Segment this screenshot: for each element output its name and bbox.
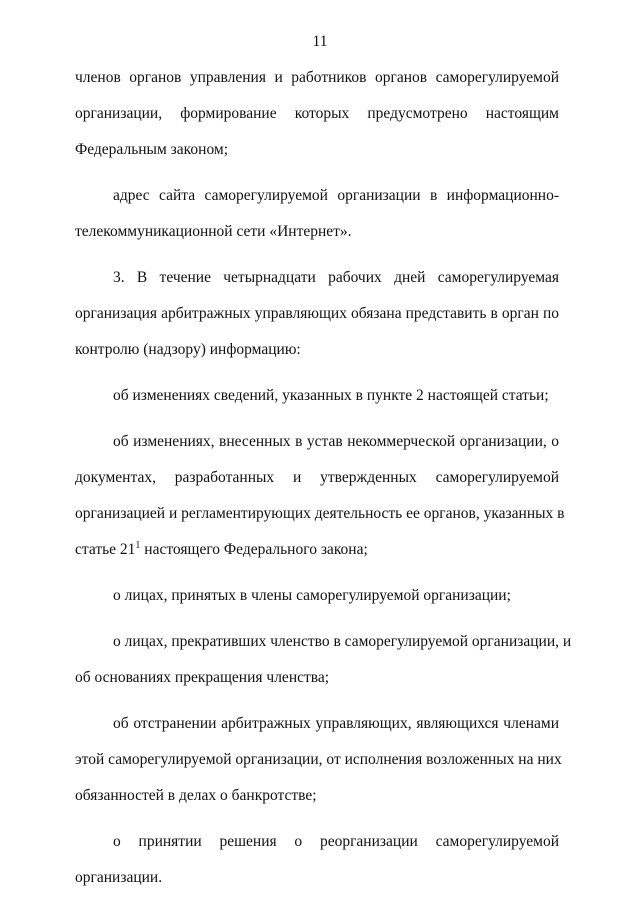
text-line: документах, разработанных и утвержденных саморегулируемой [75, 469, 559, 486]
paragraph [75, 60, 559, 168]
paragraph [75, 706, 562, 814]
paragraph [75, 178, 559, 250]
text-line: телекоммуникационной сети «Интернет». [75, 223, 352, 240]
paragraph [75, 378, 559, 414]
text-line: организации, формирование которых предусмотрено настоящим [75, 105, 559, 122]
paragraph [75, 578, 559, 614]
text-line: о лицах, прекративших членство в саморегулируемой организации, и [113, 633, 572, 650]
text-line: организация арбитражных управляющих обязана представить в орган по [75, 305, 559, 322]
text-line: об изменениях сведений, указанных в пункте 2 настоящей статьи; [113, 387, 549, 404]
text-line: этой саморегулируемой организации, от исполнения возложенных на них [75, 751, 562, 768]
text-line: 3. В течение четырнадцати рабочих дней саморегулируемая [113, 269, 559, 286]
paragraph [75, 260, 559, 368]
text-line [75, 532, 559, 568]
text-line: об отстранении арбитражных управляющих, являющихся членами [113, 715, 559, 732]
text-line: обязанностей в делах о банкротстве; [75, 787, 317, 804]
text-line: адрес сайта саморегулируемой организации в информационно- [113, 187, 559, 204]
text-line: о принятии решения о реорганизации саморегулируемой [113, 833, 559, 850]
paragraph [75, 624, 572, 696]
text-line: контролю (надзору) информацию: [75, 341, 301, 358]
text-span: настоящего Федерального закона; [140, 541, 368, 558]
paragraph [75, 824, 559, 896]
paragraph [75, 424, 565, 568]
text-line: членов органов управления и работников органов саморегулируемой [75, 69, 559, 86]
text-line: об изменениях, внесенных в устав некоммерческой организации, о [113, 433, 559, 450]
text-line: Федеральным законом; [75, 141, 229, 158]
page-number: 11 [312, 33, 328, 50]
superscript: 1 [135, 540, 141, 551]
document-body [75, 60, 572, 896]
text-line: об основаниях прекращения членства; [75, 669, 330, 686]
text-line: организацией и регламентирующих деятельность ее органов, указанных в [75, 505, 565, 522]
text-span: статье 21 [75, 541, 136, 558]
text-line: организации. [75, 869, 163, 886]
text-line: о лицах, принятых в члены саморегулируемой организации; [113, 587, 511, 604]
